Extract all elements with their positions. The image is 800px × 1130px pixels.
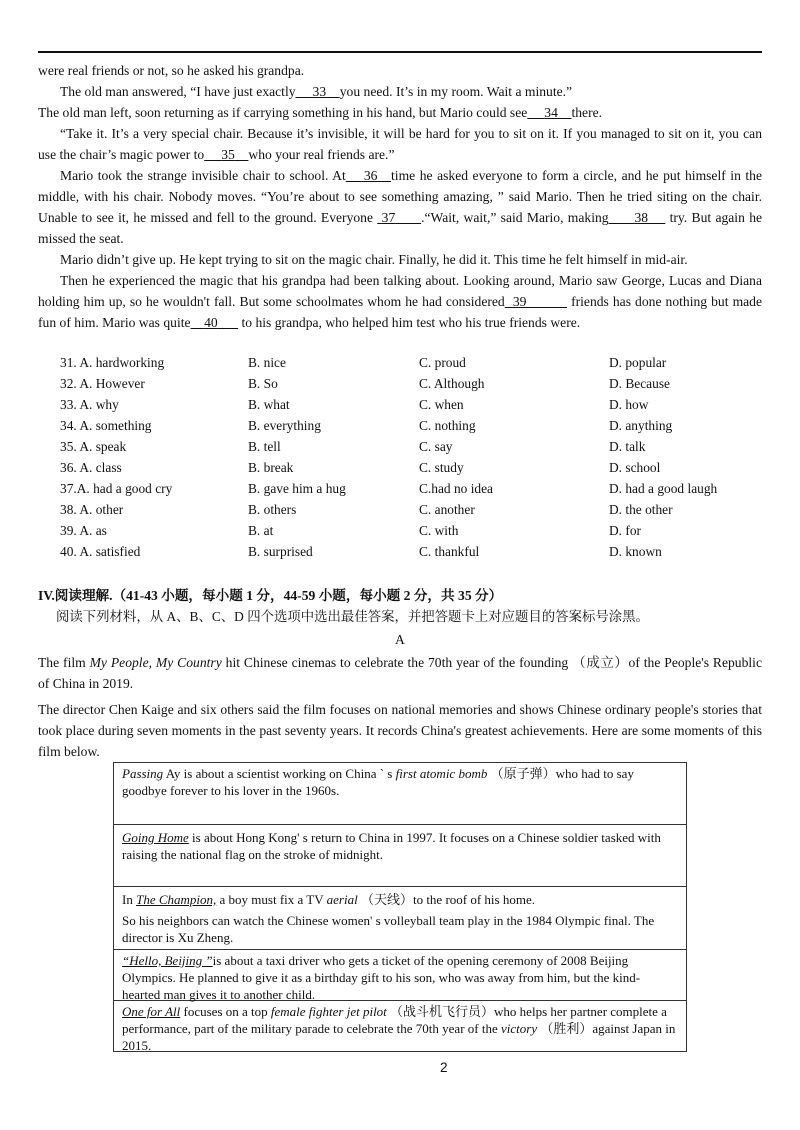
- option-row-39: 39. A. as B. at C. with D. for: [60, 523, 641, 538]
- cloze-paragraph-3: The old man left, soon returning as if carrying something in his hand, but Mario could see 34 there.: [38, 105, 603, 120]
- film-cell-the-champion: In The Champion, a boy must fix a TV aerial （天线）to the roof of his home. So his neighbors can watch the Chinese women' s volleyball team play in the 1984 Olympic final. The director is Xu Zheng.: [114, 887, 686, 950]
- header-rule: [38, 51, 762, 53]
- passage-paragraph-2: The director Chen Kaige and six others said the film focuses on national memories and shows Chinese ordinary people's stories that took place during seven moments in the past seventy years. It records China's greatest achievements. Here are some moments of this film below.: [38, 702, 762, 759]
- film-cell-hello-beijing: “Hello, Beijing ”is about a taxi driver who gets a ticket of the opening ceremony of 2008 Beijing Olympics. He planned to give it as a birthday gift to his son, who was away from him, but the kind-hearted man gives it to another child.: [114, 950, 686, 1001]
- section-instruction: 阅读下列材料，从 A、B、C、D 四个选项中选出最佳答案，并把答题卡上对应题目的答案标号涂黑。: [56, 609, 649, 624]
- option-row-38: 38. A. other B. others C. another D. the other: [60, 502, 673, 517]
- answer-blank-39: 39: [512, 294, 527, 309]
- cloze-text: The old man answered, “I have just exactly: [60, 84, 296, 99]
- passage-paragraph-1: The film My People, My Country hit Chinese cinemas to celebrate the 70th year of the founding （成立）of the People's Republic of China in 2019.: [38, 655, 762, 691]
- option-row-33: 33. A. why B. what C. when D. how: [60, 397, 649, 412]
- section-heading: IV.阅读理解.（41-43 小题，每小题 1 分，44-59 小题，每小题 2 分，共 35 分）: [38, 588, 503, 603]
- option-row-31: 31. A. hardworking B. nice C. proud D. popular: [60, 355, 667, 370]
- film-cell-one-for-all: One for All focuses on a top female fighter jet pilot （战斗机飞行员）who helps her partner complete a performance, part of the military parade to celebrate the 70th year of the victory （胜利）against Japan in 2015.: [122, 1004, 676, 1053]
- answer-blank-40: 40: [204, 315, 218, 330]
- answer-blank-37: 37: [381, 210, 396, 225]
- answer-blank-36: 36: [363, 168, 378, 183]
- cloze-paragraph-1: were real friends or not, so he asked his grandpa.: [38, 63, 305, 78]
- cloze-paragraph-5: Mario took the strange invisible chair to school. At 36 time he asked everyone to form a circle, and he put himself in the middle, with his chair. Nobody moves. “You’re about to see something amazing, ” said Mario. Then he tried siting on the chair. Unable to see it, he missed and fell to the ground. Everyone 37 .“Wait, wait,” said Mario, making 38 try. But again he missed the seat.: [38, 168, 763, 246]
- passage-label: A: [395, 632, 405, 647]
- film-moments-table: [113, 762, 687, 1052]
- film-cell-passing: Passing Ay is about a scientist working on China ` s first atomic bomb （原子弹）who had to say goodbye forever to his lover in the 1960s.: [114, 763, 686, 825]
- cloze-paragraph-6: Mario didn’t give up. He kept trying to sit on the magic chair. Finally, he did it. This time he felt himself in mid-air.: [60, 252, 688, 267]
- option-row-34: 34. A. something B. everything C. nothing D. anything: [60, 418, 673, 433]
- answer-blank-35: 35: [221, 147, 235, 162]
- option-row-40: 40. A. satisfied B. surprised C. thankful D. known: [60, 544, 662, 559]
- cloze-text: you need. It’s in my room. Wait a minute.”: [339, 84, 573, 99]
- cloze-paragraph-4: “Take it. It’s a very special chair. Because it’s invisible, it will be hard for you to sit on it. If you managed to sit on it, you can use the chair’s magic power to 35 who your real friends are.”: [38, 126, 762, 162]
- answer-options: [60, 352, 760, 562]
- film-cell-going-home: Going Home is about Hong Kong' s return to China in 1997. It focuses on a Chinese soldier tasked with raising the national flag on the stroke of midnight.: [114, 825, 686, 887]
- option-row-37: 37.A. had a good cry B. gave him a hug C.had no idea D. had a good laugh: [60, 481, 718, 496]
- answer-blank-34: 34: [544, 105, 558, 120]
- cloze-paragraph-7: Then he experienced the magic that his grandpa had been talking about. Looking around, Mario saw George, Lucas and Diana holding him up, so he wouldn't fall. But some schoolmates whom he had considered 39 friends has done nothing but made fun of him. Mario was quite 40 to his grandpa, who helped him test who his true friends were.: [38, 273, 763, 330]
- option-row-36: 36. A. class B. break C. study D. school: [60, 460, 661, 475]
- cloze-paragraph-2: [38, 81, 762, 102]
- option-row-35: 35. A. speak B. tell C. say D. talk: [60, 439, 646, 454]
- answer-blank-33: 33: [312, 84, 327, 99]
- page-number: 2: [440, 1060, 448, 1075]
- option-row-32: 32. A. However B. So C. Although D. Because: [60, 376, 670, 391]
- film-title: My People, My Country: [89, 655, 222, 670]
- answer-blank-38: 38: [634, 210, 649, 225]
